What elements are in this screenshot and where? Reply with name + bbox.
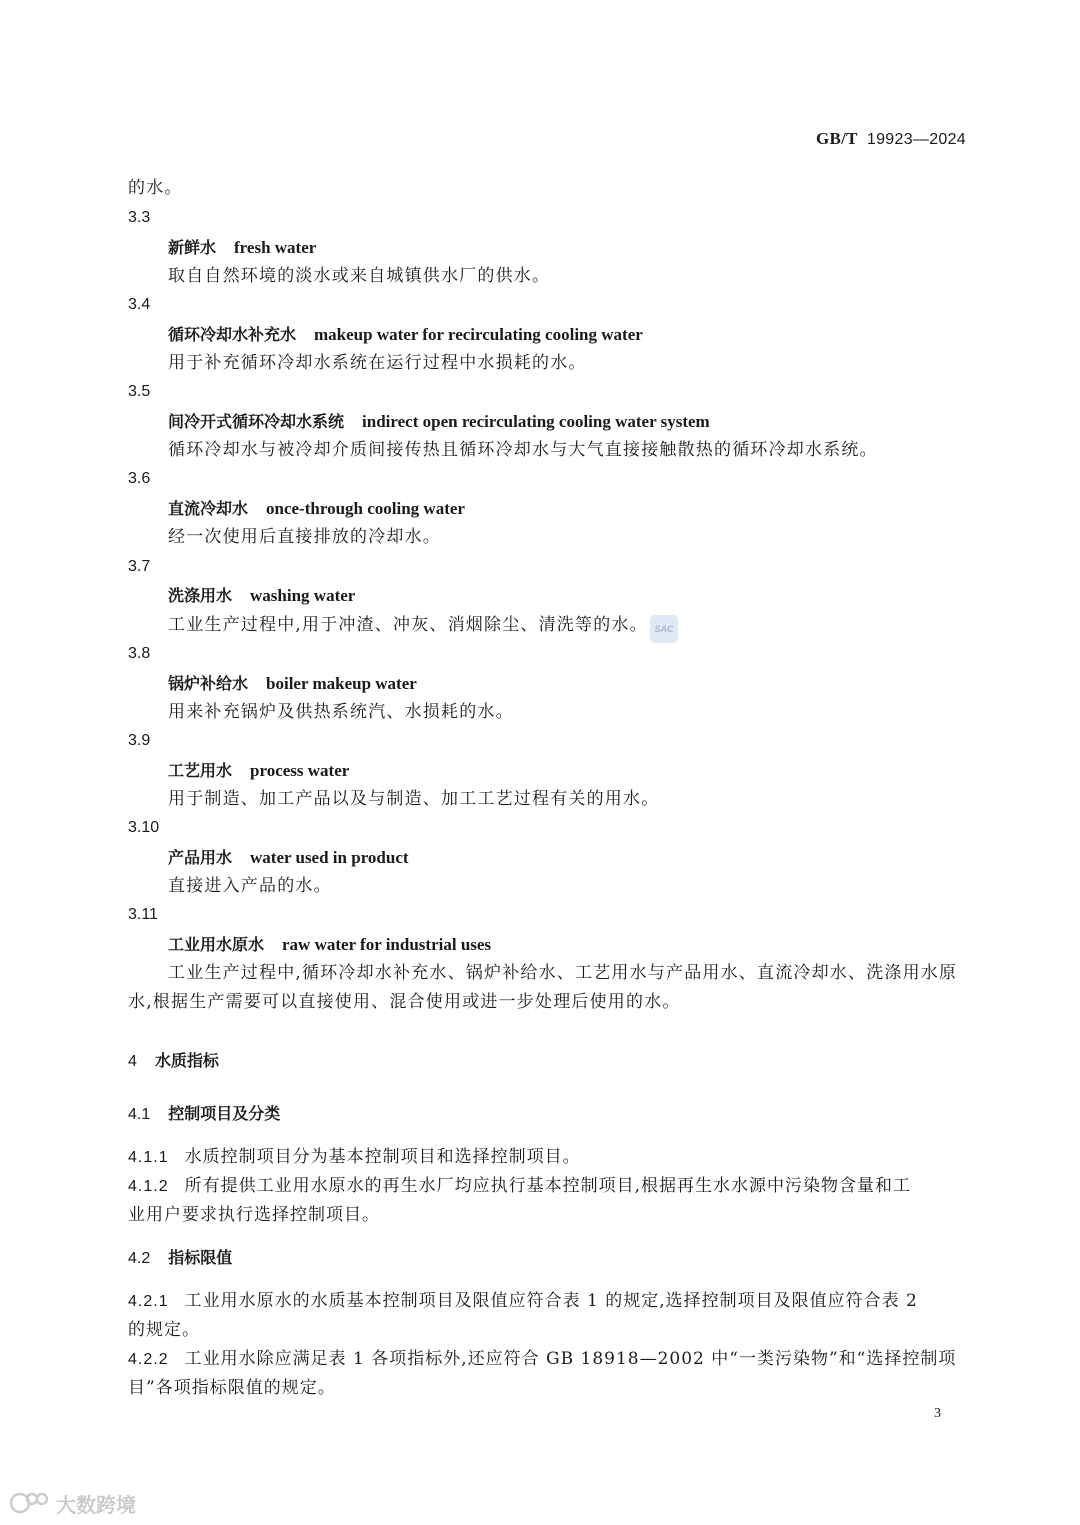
clause-text: 工业用水除应满足表 1 各项指标外,还应符合 GB 18918—2002 中“一类污染物”和“选择控制项: [184, 1349, 957, 1369]
term-heading: [168, 584, 355, 608]
term-heading: [168, 323, 643, 347]
section-number: 4: [128, 1053, 137, 1070]
clause-paragraph: [128, 1174, 911, 1199]
term-heading: [168, 846, 409, 870]
term-heading: [168, 410, 710, 434]
term-chinese: 工业用水原水: [168, 935, 265, 954]
standard-code-header: [816, 129, 966, 149]
subsection-number: 4.2: [128, 1250, 151, 1267]
clause-text: 所有提供工业用水原水的再生水厂均应执行基本控制项目,根据再生水水源中污染物含量和工: [184, 1176, 911, 1196]
clause-text-continued: 的规定。: [128, 1320, 200, 1340]
term-number: 3.3: [128, 209, 151, 226]
sac-watermark-logo: SAC: [650, 615, 678, 643]
term-definition: 用于补充循环冷却水系统在运行过程中水损耗的水。: [168, 353, 587, 373]
term-chinese: 间冷开式循环冷却水系统: [168, 412, 345, 431]
term-definition: 用于制造、加工产品以及与制造、加工工艺过程有关的用水。: [168, 789, 660, 809]
watermark-logo-icon: [8, 1488, 52, 1518]
term-chinese: 工艺用水: [168, 761, 233, 780]
watermark-text: 大数跨境: [56, 1492, 136, 1517]
term-english: indirect open recirculating cooling water system: [362, 412, 710, 431]
term-chinese: 循环冷却水补充水: [168, 325, 297, 344]
subsection-heading: [128, 1246, 232, 1271]
term-english: raw water for industrial uses: [282, 935, 492, 954]
term-number: 3.10: [128, 819, 160, 836]
term-english: boiler makeup water: [266, 674, 417, 693]
term-english: once-through cooling water: [266, 499, 465, 518]
page-number: 3: [934, 1406, 941, 1421]
clause-text: 水质控制项目分为基本控制项目和选择控制项目。: [184, 1147, 581, 1167]
term-definition: 用来补充锅炉及供热系统汽、水损耗的水。: [168, 702, 514, 722]
clause-number: 4.2.1: [128, 1293, 169, 1310]
term-english: water used in product: [250, 848, 409, 867]
clause-number: 4.1.2: [128, 1178, 169, 1195]
term-english: makeup water for recirculating cooling water: [314, 325, 643, 344]
term-chinese: 产品用水: [168, 848, 233, 867]
term-number: 3.4: [128, 296, 151, 313]
clause-text-continued: 目”各项指标限值的规定。: [128, 1378, 336, 1398]
term-definition: 循环冷却水与被冷却介质间接传热且循环冷却水与大气直接接触散热的循环冷却水系统。: [168, 440, 878, 460]
term-definition: 工业生产过程中,循环冷却水补充水、锅炉补给水、工艺用水与产品用水、直流冷却水、洗涤用水原: [168, 963, 958, 983]
clause-text-continued: 业用户要求执行选择控制项目。: [128, 1205, 380, 1225]
clause-number: 4.2.2: [128, 1351, 169, 1368]
term-definition-continued: 水,根据生产需要可以直接使用、混合使用或进一步处理后使用的水。: [128, 992, 681, 1012]
term-definition: 取自自然环境的淡水或来自城镇供水厂的供水。: [168, 266, 551, 286]
subsection-heading: [128, 1102, 280, 1127]
footer-watermark: [8, 1488, 136, 1518]
subsection-number: 4.1: [128, 1106, 151, 1123]
term-heading: [168, 759, 349, 783]
term-number: 3.5: [128, 383, 151, 400]
term-number: 3.9: [128, 732, 151, 749]
term-heading: [168, 933, 491, 957]
clause-paragraph: [128, 1347, 956, 1372]
continued-text: 的水。: [128, 178, 183, 198]
section-heading: [128, 1049, 219, 1074]
term-number: 3.6: [128, 470, 151, 487]
term-heading: [168, 236, 316, 260]
term-chinese: 洗涤用水: [168, 586, 233, 605]
term-heading: [168, 672, 417, 696]
clause-number: 4.1.1: [128, 1149, 169, 1166]
subsection-title: 控制项目及分类: [168, 1104, 281, 1123]
term-chinese: 新鲜水: [168, 238, 217, 257]
clause-text: 工业用水原水的水质基本控制项目及限值应符合表 1 的规定,选择控制项目及限值应符合表 2: [184, 1291, 918, 1311]
term-definition: 经一次使用后直接排放的冷却水。: [168, 527, 441, 547]
term-english: fresh water: [234, 238, 317, 257]
section-title: 水质指标: [154, 1051, 219, 1070]
term-number: 3.8: [128, 645, 151, 662]
term-number: 3.11: [128, 906, 158, 923]
term-number: 3.7: [128, 558, 151, 575]
clause-paragraph: [128, 1145, 581, 1170]
subsection-title: 指标限值: [168, 1248, 233, 1267]
term-definition: 直接进入产品的水。: [168, 876, 332, 896]
term-english: process water: [250, 761, 350, 780]
term-english: washing water: [250, 586, 356, 605]
standard-code-prefix: GB/T: [815, 129, 858, 148]
clause-paragraph: [128, 1289, 918, 1314]
term-chinese: 锅炉补给水: [168, 674, 249, 693]
standard-code-number: 19923—2024: [866, 131, 966, 148]
term-chinese: 直流冷却水: [168, 499, 249, 518]
term-heading: [168, 497, 465, 521]
term-definition: 工业生产过程中,用于冲渣、冲灰、消烟除尘、清洗等的水。: [168, 615, 648, 635]
